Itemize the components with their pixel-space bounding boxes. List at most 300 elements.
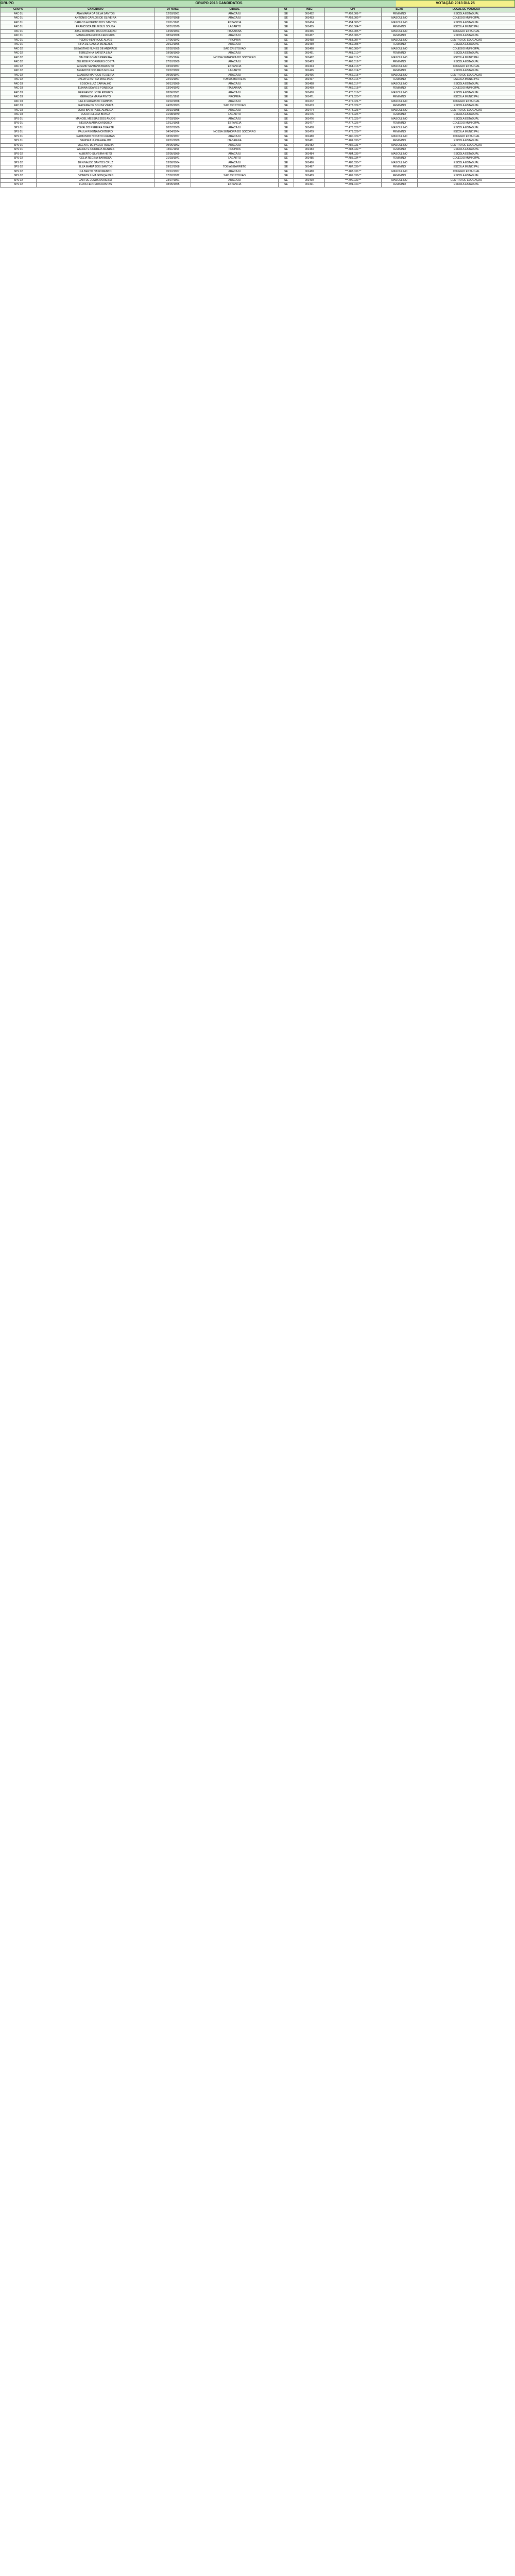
cell-cpf: ***.456.005-** xyxy=(325,29,382,34)
cell-grupo: PAC 01 xyxy=(1,16,37,21)
table-row xyxy=(1,34,515,39)
cell-cpf: ***.479.028-** xyxy=(325,130,382,135)
cell-dt-nasc: 30/01/1970 xyxy=(155,25,191,30)
cell-grupo: PAC 03 xyxy=(1,95,37,100)
cell-cidade: ARACAJU xyxy=(191,143,279,148)
cell-cpf: ***.474.023-** xyxy=(325,108,382,113)
cell-local: COLÉGIO ESTADUAL xyxy=(418,29,515,34)
cell-sexo: FEMININO xyxy=(382,78,418,82)
table-row xyxy=(1,157,515,161)
cell-dt-nasc: 13/08/1964 xyxy=(155,161,191,165)
cell-cidade: SÃO CRISTÓVÃO xyxy=(191,174,279,179)
cell-sexo: MASCULINO xyxy=(382,134,418,139)
cell-uf: SE xyxy=(279,178,294,183)
cell-uf: SE xyxy=(279,12,294,16)
cell-dt-nasc: 15/07/1962 xyxy=(155,69,191,74)
cell-uf: SE xyxy=(279,34,294,39)
cell-sexo: FEMININO xyxy=(382,157,418,161)
cell-cpf: ***.455.004-** xyxy=(325,25,382,30)
cell-insc: 001490 xyxy=(294,178,325,183)
table-row xyxy=(1,52,515,56)
cell-uf: SE xyxy=(279,38,294,43)
cell-insc: 001452 xyxy=(294,12,325,16)
cell-insc: 001485 xyxy=(294,157,325,161)
table-header-row xyxy=(1,8,515,12)
cell-insc: 001464 xyxy=(294,64,325,69)
cell-dt-nasc: 06/12/1959 xyxy=(155,82,191,87)
cell-candidato: JAIR DE JESUS MOREIRA xyxy=(37,178,155,183)
cell-uf: SE xyxy=(279,91,294,95)
cell-grupo: PAC 03 xyxy=(1,113,37,117)
cell-sexo: FEMININO xyxy=(382,95,418,100)
cell-uf: SE xyxy=(279,170,294,174)
cell-cpf: ***.464.013-** xyxy=(325,64,382,69)
cell-cidade: SÃO CRISTÓVÃO xyxy=(191,47,279,52)
cell-local: ESCOLA ESTADUAL xyxy=(418,174,515,179)
cell-insc: 001454 xyxy=(294,21,325,25)
cell-cpf: ***.465.014-** xyxy=(325,69,382,74)
cell-local: ESCOLA MUNICIPAL xyxy=(418,95,515,100)
cell-dt-nasc: 21/11/1965 xyxy=(155,21,191,25)
cell-grupo: SPS 01 xyxy=(1,122,37,126)
cell-candidato: ADEMIR SANTANA BARRETO xyxy=(37,64,155,69)
cell-cidade: ARACAJU xyxy=(191,73,279,78)
cell-local: CENTRO DE EDUCAÇÃO xyxy=(418,178,515,183)
cell-sexo: MASCULINO xyxy=(382,47,418,52)
cell-cidade: LAGARTO xyxy=(191,69,279,74)
cell-sexo: MASCULINO xyxy=(382,178,418,183)
votos-title: VOTAÇÃO 2013 DIA 25 xyxy=(396,1,514,7)
cell-cpf: ***.491.040-** xyxy=(325,183,382,188)
table-row xyxy=(1,78,515,82)
cell-grupo: PAC 02 xyxy=(1,47,37,52)
cell-grupo: SPS 02 xyxy=(1,183,37,188)
cell-cpf: ***.460.009-** xyxy=(325,47,382,52)
cell-dt-nasc: 16/02/1968 xyxy=(155,99,191,104)
cell-cidade: ARACAJU xyxy=(191,161,279,165)
cell-sexo: MASCULINO xyxy=(382,170,418,174)
cell-cpf: ***.478.027-** xyxy=(325,126,382,130)
cell-insc: 001459 xyxy=(294,43,325,47)
table-row xyxy=(1,60,515,65)
cell-sexo: MASCULINO xyxy=(382,16,418,21)
cell-insc: 001468 xyxy=(294,82,325,87)
cell-candidato: LÚCIA HELENA BRAGA xyxy=(37,113,155,117)
cell-grupo: SPS 02 xyxy=(1,152,37,157)
cell-sexo: MASCULINO xyxy=(382,108,418,113)
cell-candidato: IVONETE LIMA GONÇALVES xyxy=(37,174,155,179)
cell-grupo: PAC 01 xyxy=(1,38,37,43)
cell-insc: 001475 xyxy=(294,113,325,117)
cell-candidato: JOSÉ ROBERTO DA CONCEIÇÃO xyxy=(37,29,155,34)
table-row xyxy=(1,21,515,25)
cell-grupo: PAC 03 xyxy=(1,99,37,104)
cell-candidato: VICENTE DE PAULO ROCHA xyxy=(37,143,155,148)
cell-insc: 001470 xyxy=(294,91,325,95)
cell-candidato: CÉLIA REGINA BARBOSA xyxy=(37,157,155,161)
table-row xyxy=(1,165,515,170)
cell-uf: SE xyxy=(279,104,294,109)
cell-candidato: FERNANDO JOSÉ RIBEIRO xyxy=(37,91,155,95)
cell-cpf: ***.486.035-** xyxy=(325,161,382,165)
table-row xyxy=(1,29,515,34)
cell-cpf: ***.471.020-** xyxy=(325,95,382,100)
cell-uf: SE xyxy=(279,148,294,152)
cell-local: ESCOLA ESTADUAL xyxy=(418,82,515,87)
cell-cpf: ***.457.006-** xyxy=(325,34,382,39)
cell-dt-nasc: 20/07/1960 xyxy=(155,126,191,130)
cell-cidade: ARACAJU xyxy=(191,117,279,122)
cell-grupo: PAC 02 xyxy=(1,69,37,74)
cell-candidato: FRANCISCA DE JESUS SOUZA xyxy=(37,25,155,30)
cell-candidato: SANDRA LÚCIA ARAÚJO xyxy=(37,139,155,144)
cell-candidato: RITA DE CÁSSIA MENEZES xyxy=(37,43,155,47)
cell-candidato: WALDETE CORREIA MENDES xyxy=(37,148,155,152)
cell-grupo: PAC 02 xyxy=(1,56,37,60)
cell-dt-nasc: 31/08/1970 xyxy=(155,113,191,117)
cell-cidade: ITABAIANA xyxy=(191,87,279,91)
cell-insc: 001476 xyxy=(294,117,325,122)
cell-insc: 001469 xyxy=(294,87,325,91)
cell-cidade: PROPRIÁ xyxy=(191,95,279,100)
cell-insc: 001458 xyxy=(294,38,325,43)
table-row xyxy=(1,117,515,122)
cell-uf: SE xyxy=(279,78,294,82)
cell-cidade: ARACAJU xyxy=(191,178,279,183)
cell-cidade: LAGARTO xyxy=(191,25,279,30)
cell-candidato: ZULEIDE RODRIGUES COSTA xyxy=(37,60,155,65)
table-row xyxy=(1,178,515,183)
cell-local: ESCOLA ESTADUAL xyxy=(418,126,515,130)
cell-local: ESCOLA MUNICIPAL xyxy=(418,165,515,170)
cell-grupo: SPS 02 xyxy=(1,170,37,174)
table-row xyxy=(1,108,515,113)
cell-sexo: FEMININO xyxy=(382,34,418,39)
cell-uf: SE xyxy=(279,134,294,139)
cell-local: ESCOLA MUNICIPAL xyxy=(418,78,515,82)
cell-cpf: ***.461.010-** xyxy=(325,52,382,56)
cell-sexo: FEMININO xyxy=(382,148,418,152)
cell-local: ESCOLA ESTADUAL xyxy=(418,60,515,65)
cell-local: COLÉGIO MUNICIPAL xyxy=(418,122,515,126)
cell-sexo: FEMININO xyxy=(382,12,418,16)
cell-sexo: FEMININO xyxy=(382,174,418,179)
cell-cidade: ARACAJU xyxy=(191,91,279,95)
column-header: CPF xyxy=(325,8,382,12)
cell-grupo: SPS 01 xyxy=(1,139,37,144)
cell-local: ESCOLA MUNICIPAL xyxy=(418,25,515,30)
cell-cpf: ***.458.007-** xyxy=(325,38,382,43)
cell-uf: SE xyxy=(279,157,294,161)
cell-uf: SE xyxy=(279,130,294,135)
cell-candidato: HÉLIO AUGUSTO CAMPOS xyxy=(37,99,155,104)
cell-grupo: PAC 01 xyxy=(1,12,37,16)
cell-local: COLÉGIO ESTADUAL xyxy=(418,99,515,104)
cell-local: ESCOLA ESTADUAL xyxy=(418,139,515,144)
cell-dt-nasc: 28/06/1961 xyxy=(155,91,191,95)
cell-grupo: PAC 02 xyxy=(1,64,37,69)
cell-sexo: FEMININO xyxy=(382,60,418,65)
cell-dt-nasc: 22/01/1967 xyxy=(155,78,191,82)
cell-dt-nasc: 05/07/1958 xyxy=(155,16,191,21)
cell-candidato: MARIA APARECIDA FERREIRA xyxy=(37,34,155,39)
cell-sexo: FEMININO xyxy=(382,113,418,117)
cell-insc: 001473 xyxy=(294,104,325,109)
cell-insc: 001478 xyxy=(294,126,325,130)
cell-sexo: MASCULINO xyxy=(382,38,418,43)
cell-candidato: BENEDITA DOS REIS MOURA xyxy=(37,69,155,74)
cell-uf: SE xyxy=(279,47,294,52)
cell-cpf: ***.462.011-** xyxy=(325,56,382,60)
cell-uf: SE xyxy=(279,139,294,144)
cell-cidade: TOBIAS BARRETO xyxy=(191,78,279,82)
cell-candidato: TEREZINHA BATISTA LIMA xyxy=(37,52,155,56)
cell-candidato: LUZIA FERREIRA DANTAS xyxy=(37,183,155,188)
cell-cidade: ITABAIANA xyxy=(191,29,279,34)
cell-candidato: OSVALDO PEREIRA DUARTE xyxy=(37,126,155,130)
cell-grupo: PAC 01 xyxy=(1,25,37,30)
cell-grupo: PAC 01 xyxy=(1,21,37,25)
cell-sexo: MASCULINO xyxy=(382,21,418,25)
cell-dt-nasc: 01/11/1956 xyxy=(155,95,191,100)
cell-cidade: PROPRIÁ xyxy=(191,38,279,43)
cell-cidade: LAGARTO xyxy=(191,157,279,161)
cell-insc: 001461 xyxy=(294,52,325,56)
cell-candidato: NEUSA MARIA CARDOSO xyxy=(37,122,155,126)
cell-local: ESCOLA ESTADUAL xyxy=(418,117,515,122)
cell-sexo: MASCULINO xyxy=(382,152,418,157)
cell-local: ESCOLA ESTADUAL xyxy=(418,148,515,152)
cell-dt-nasc: 07/03/1954 xyxy=(155,117,191,122)
cell-local: CENTRO DE EDUCAÇÃO xyxy=(418,38,515,43)
cell-cpf: ***.485.034-** xyxy=(325,157,382,161)
grupo-label: GRUPO xyxy=(1,2,14,5)
cell-grupo: PAC 03 xyxy=(1,87,37,91)
cell-sexo: FEMININO xyxy=(382,43,418,47)
cell-cidade: ARACAJU xyxy=(191,134,279,139)
cell-dt-nasc: 13/04/1973 xyxy=(155,87,191,91)
cell-dt-nasc: 12/03/1961 xyxy=(155,12,191,16)
cell-grupo: PAC 03 xyxy=(1,108,37,113)
cell-dt-nasc: 12/12/1965 xyxy=(155,122,191,126)
cell-insc: 001484 xyxy=(294,152,325,157)
cell-dt-nasc: 11/05/1964 xyxy=(155,56,191,60)
table-row xyxy=(1,73,515,78)
cell-cpf: ***.475.024-** xyxy=(325,113,382,117)
cell-candidato: PAULA REGINA MONTEIRO xyxy=(37,130,155,135)
cell-candidato: RAIMUNDO NONATO FREITAS xyxy=(37,134,155,139)
cell-local: ESCOLA MUNICIPAL xyxy=(418,130,515,135)
cell-insc: 001467 xyxy=(294,78,325,82)
cell-local: COLÉGIO ESTADUAL xyxy=(418,64,515,69)
cell-cpf: ***.484.033-** xyxy=(325,152,382,157)
cell-candidato: ELIANA SOARES FONSECA xyxy=(37,87,155,91)
cell-grupo: SPS 02 xyxy=(1,157,37,161)
cell-cpf: ***.481.030-** xyxy=(325,139,382,144)
cell-insc: 001472 xyxy=(294,99,325,104)
cell-local: ESCOLA ESTADUAL xyxy=(418,161,515,165)
cell-insc: 001479 xyxy=(294,130,325,135)
cell-dt-nasc: 27/10/1969 xyxy=(155,60,191,65)
cell-uf: SE xyxy=(279,161,294,165)
cell-cidade: ARACAJU xyxy=(191,52,279,56)
cell-grupo: PAC 01 xyxy=(1,43,37,47)
cell-insc: 001460 xyxy=(294,47,325,52)
cell-insc: 001480 xyxy=(294,134,325,139)
cell-candidato: PEDRO HENRIQUE ALVES xyxy=(37,38,155,43)
table-row xyxy=(1,152,515,157)
cell-insc: 001453 xyxy=(294,16,325,21)
cell-local: ESCOLA MUNICIPAL xyxy=(418,56,515,60)
cell-grupo: SPS 02 xyxy=(1,178,37,183)
cell-uf: SE xyxy=(279,95,294,100)
cell-local: ESCOLA ESTADUAL xyxy=(418,43,515,47)
cell-local: CENTRO DE EDUCAÇÃO xyxy=(418,73,515,78)
table-row xyxy=(1,47,515,52)
cell-local: COLÉGIO ESTADUAL xyxy=(418,170,515,174)
table-row xyxy=(1,64,515,69)
cell-cpf: ***.477.026-** xyxy=(325,122,382,126)
spreadsheet xyxy=(0,0,515,188)
cell-grupo: PAC 02 xyxy=(1,52,37,56)
table-row xyxy=(1,143,515,148)
table-row xyxy=(1,91,515,95)
cell-sexo: MASCULINO xyxy=(382,143,418,148)
cell-cidade: ITABAIANA xyxy=(191,139,279,144)
cell-local: ESCOLA ESTADUAL xyxy=(418,34,515,39)
cell-uf: SE xyxy=(279,165,294,170)
column-header: CIDADE xyxy=(191,8,279,12)
cell-uf: SE xyxy=(279,29,294,34)
cell-uf: SE xyxy=(279,87,294,91)
table-row xyxy=(1,134,515,139)
cell-sexo: FEMININO xyxy=(382,52,418,56)
cell-dt-nasc: 18/09/1957 xyxy=(155,134,191,139)
cell-insc: 001463 xyxy=(294,60,325,65)
table-row xyxy=(1,38,515,43)
cell-uf: SE xyxy=(279,108,294,113)
cell-sexo: FEMININO xyxy=(382,104,418,109)
cell-uf: SE xyxy=(279,52,294,56)
cell-uf: SE xyxy=(279,174,294,179)
cell-cidade: ARACAJU xyxy=(191,12,279,16)
cell-grupo: SPS 02 xyxy=(1,161,37,165)
cell-insc: 001462 xyxy=(294,56,325,60)
section-title: GRUPO 2013 CANDIDATOS xyxy=(195,2,243,5)
cell-sexo: MASCULINO xyxy=(382,126,418,130)
cell-cidade: ESTÂNCIA xyxy=(191,64,279,69)
cell-cidade: ARACAJU xyxy=(191,60,279,65)
cell-local: ESCOLA ESTADUAL xyxy=(418,104,515,109)
cell-grupo: PAC 03 xyxy=(1,104,37,109)
cell-candidato: EDSON LUIZ CARVALHO xyxy=(37,82,155,87)
cell-grupo: PAC 02 xyxy=(1,73,37,78)
table-row xyxy=(1,69,515,74)
table-row xyxy=(1,113,515,117)
cell-dt-nasc: 24/05/1963 xyxy=(155,104,191,109)
cell-candidato: VALDIR GOMES PEREIRA xyxy=(37,56,155,60)
cell-sexo: MASCULINO xyxy=(382,82,418,87)
cell-sexo: MASCULINO xyxy=(382,64,418,69)
cell-insc: 001486 xyxy=(294,161,325,165)
cell-cidade: ARACAJU xyxy=(191,34,279,39)
cell-dt-nasc: 25/12/1966 xyxy=(155,43,191,47)
cell-uf: SE xyxy=(279,43,294,47)
table-row xyxy=(1,174,515,179)
cell-dt-nasc: 08/05/1965 xyxy=(155,183,191,188)
cell-uf: SE xyxy=(279,113,294,117)
table-row xyxy=(1,87,515,91)
cell-dt-nasc: 21/03/1971 xyxy=(155,157,191,161)
cell-uf: SE xyxy=(279,21,294,25)
cell-sexo: MASCULINO xyxy=(382,91,418,95)
cell-uf: SE xyxy=(279,152,294,157)
cell-local: ESCOLA ESTADUAL xyxy=(418,183,515,188)
cell-candidato: ANTONIO CARLOS DE OLIVEIRA xyxy=(37,16,155,21)
cell-insc: 001474 xyxy=(294,108,325,113)
cell-dt-nasc: 19/08/1960 xyxy=(155,52,191,56)
cell-cidade: ESTÂNCIA xyxy=(191,122,279,126)
cell-cidade: NOSSA SENHORA DO SOCORRO xyxy=(191,56,279,60)
cell-cpf: ***.459.008-** xyxy=(325,43,382,47)
cell-cidade: ESTÂNCIA xyxy=(191,21,279,25)
column-header: INSC xyxy=(294,8,325,12)
cell-insc: 001466 xyxy=(294,73,325,78)
cell-sexo: FEMININO xyxy=(382,183,418,188)
cell-dt-nasc: 17/06/1972 xyxy=(155,38,191,43)
cell-sexo: MASCULINO xyxy=(382,99,418,104)
cell-candidato: SEBASTIÃO NUNES DE ANDRADE xyxy=(37,47,155,52)
cell-uf: SE xyxy=(279,82,294,87)
cell-cidade: ARACAJU xyxy=(191,16,279,21)
cell-insc: 001456 xyxy=(294,29,325,34)
cell-sexo: FEMININO xyxy=(382,165,418,170)
cell-dt-nasc: 10/10/1958 xyxy=(155,108,191,113)
cell-local: ESCOLA ESTADUAL xyxy=(418,69,515,74)
cell-insc: 001487 xyxy=(294,165,325,170)
cell-cpf: ***.483.032-** xyxy=(325,148,382,152)
column-header: UF xyxy=(279,8,294,12)
table-row xyxy=(1,82,515,87)
cell-insc: 001477 xyxy=(294,122,325,126)
cell-local: ESCOLA ESTADUAL xyxy=(418,91,515,95)
cell-uf: SE xyxy=(279,25,294,30)
cell-cidade: ARACAJU xyxy=(191,108,279,113)
cell-insc: 001465 xyxy=(294,69,325,74)
cell-sexo: FEMININO xyxy=(382,25,418,30)
cell-insc: 001482 xyxy=(294,143,325,148)
table-row xyxy=(1,25,515,30)
cell-uf: SE xyxy=(279,60,294,65)
cell-cidade: ARACAJU xyxy=(191,170,279,174)
cell-cidade: SÃO CRISTÓVÃO xyxy=(191,104,279,109)
cell-uf: SE xyxy=(279,99,294,104)
cell-sexo: MASCULINO xyxy=(382,117,418,122)
cell-local: COLÉGIO ESTADUAL xyxy=(418,134,515,139)
cell-dt-nasc: 09/09/1971 xyxy=(155,73,191,78)
cell-dt-nasc: 03/03/1957 xyxy=(155,64,191,69)
table-row xyxy=(1,170,515,174)
cell-dt-nasc: 17/02/1972 xyxy=(155,174,191,179)
table-row xyxy=(1,104,515,109)
cell-cidade: NOSSA SENHORA DO SOCORRO xyxy=(191,130,279,135)
cell-local: COLÉGIO MUNICIPAL xyxy=(418,87,515,91)
cell-candidato: ANA MARIA DA SILVA SANTOS xyxy=(37,12,155,16)
cell-dt-nasc: 08/04/1968 xyxy=(155,34,191,39)
table-row xyxy=(1,43,515,47)
cell-dt-nasc: 09/06/1962 xyxy=(155,143,191,148)
table-row xyxy=(1,148,515,152)
